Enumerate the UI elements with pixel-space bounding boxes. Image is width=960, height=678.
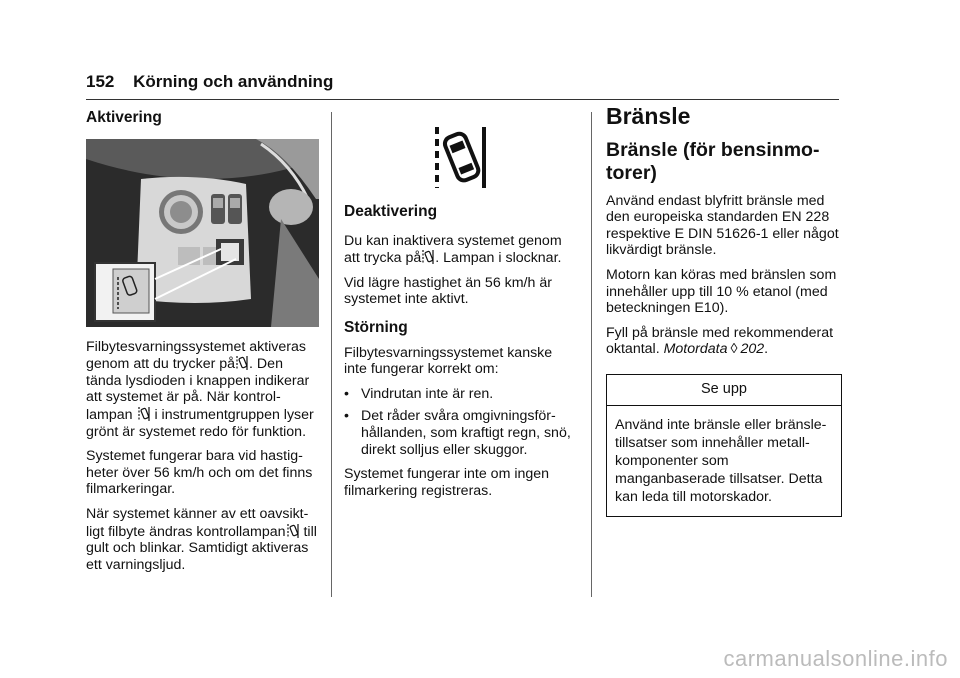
column-divider-2 <box>591 112 592 597</box>
caution-body: Använd inte bränsle eller bränsle-tillsatser som innehåller metall-komponenter som manganbaserade tillsatser. Detta kan leda till motorskador. <box>615 416 827 505</box>
column-deactivation <box>344 122 576 507</box>
page-header <box>86 72 333 92</box>
bullet: • <box>344 385 349 402</box>
column-fuel <box>606 103 842 517</box>
lane-departure-warning-icon <box>236 355 248 371</box>
fuel-paragraph-1: Använd endast blyfritt bränsle med den europeiska standarden EN 228 respektive E DIN 51626-1 eller något likvärdigt bränsle. <box>606 192 839 259</box>
caution-title: Se upp <box>607 375 841 406</box>
column-activation <box>86 110 321 581</box>
activation-paragraph-3: När systemet känner av ett oavsikt-ligt filbyte ändras kontrollampan till gult och blinkar. Samtidigt aktiveras ett varningsljud. <box>86 505 317 573</box>
cross-reference-link[interactable]: Motordata ◊ 202 <box>663 341 765 358</box>
watermark: carmanualsonline.info <box>723 646 948 671</box>
lane-departure-warning-icon <box>422 249 434 265</box>
lane-departure-warning-icon <box>138 406 150 422</box>
column-divider-1 <box>331 112 332 597</box>
list-item: • Vindrutan inte är ren. <box>344 385 494 402</box>
activation-paragraph-2: Systemet fungerar bara vid hastig-heter över 56 km/h och om det finns filmarkeringar. <box>86 448 313 498</box>
header-rule <box>86 99 839 100</box>
fuel-paragraph-3: Fyll på bränsle med rekommenderat oktantal. Motordata ◊ 202. <box>606 324 834 358</box>
malfunction-heading: Störning <box>344 318 408 336</box>
deactivation-heading: Deaktivering <box>344 203 438 220</box>
bullet: • <box>344 408 349 425</box>
malfunction-list <box>344 386 576 458</box>
activation-heading: Aktivering <box>86 109 162 126</box>
caution-box <box>606 374 842 517</box>
lane-departure-warning-symbol-icon <box>432 122 492 192</box>
fuel-title: Bränsle <box>606 103 691 129</box>
activation-paragraph-1: Filbytesvarningssystemet aktiveras genom att du trycker på . Den tända lysdioden i knappen indikerar att systemet är på. När kontrol-lampan i instrumentgruppen lyser grönt är systemet redo för funktion. <box>86 338 314 440</box>
malfunction-paragraph: Systemet fungerar inte om ingen filmarkering registreras. <box>344 466 550 499</box>
reference-arrow-icon: ◊ <box>730 341 738 358</box>
dashboard-illustration <box>86 139 319 327</box>
lane-departure-warning-icon <box>287 523 299 539</box>
deactivation-paragraph-1: Du kan inaktivera systemet genom att trycka på . Lampan i slocknar. <box>344 232 562 267</box>
chapter-title: Körning och användning <box>133 72 334 91</box>
list-item: • Det råder svåra omgivningsför-hållanden, som kraftigt regn, snö, direkt solljus eller skuggor. <box>344 408 571 458</box>
page-number: 152 <box>86 72 115 91</box>
fuel-paragraph-2: Motorn kan köras med bränslen som innehåller upp till 10 % etanol (med beteckningen E10). <box>606 266 837 317</box>
malfunction-intro: Filbytesvarningssystemet kanske inte fungerar korrekt om: <box>344 344 553 378</box>
deactivation-paragraph-2: Vid lägre hastighet än 56 km/h är systemet inte aktivt. <box>344 274 552 308</box>
fuel-subtitle: Bränsle (för bensinmo-torer) <box>606 138 820 184</box>
